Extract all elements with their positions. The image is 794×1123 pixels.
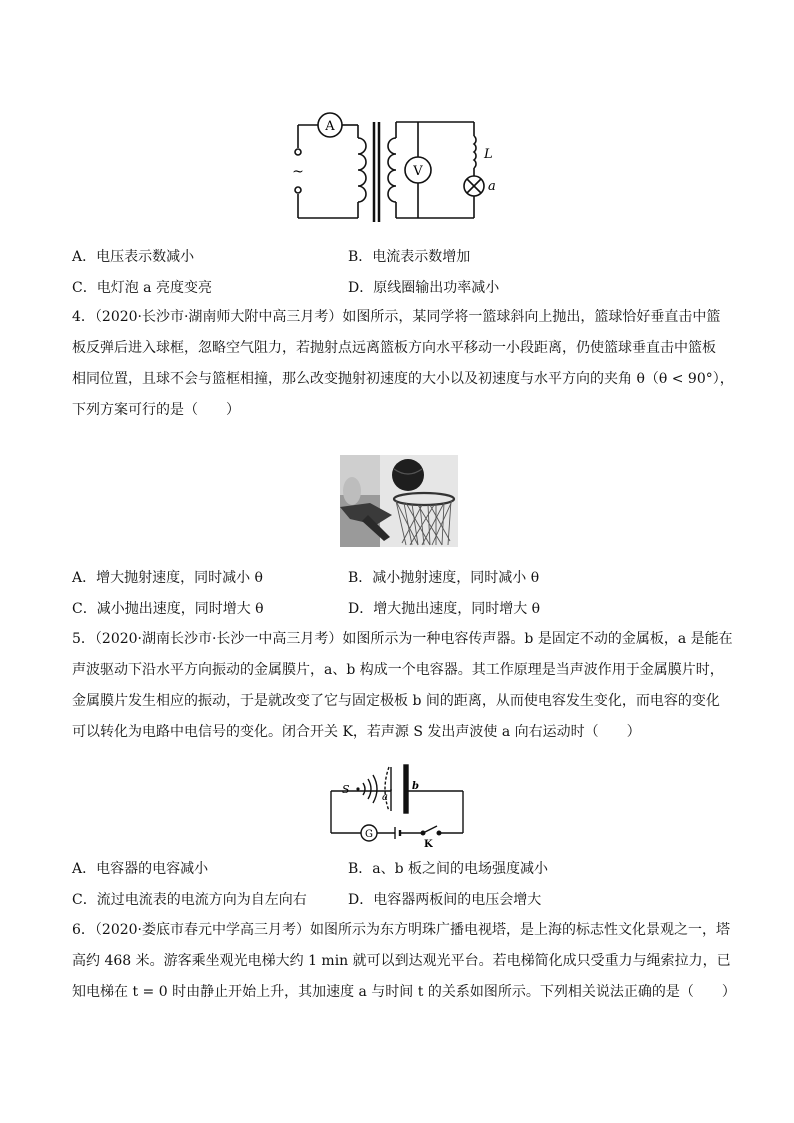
q4-line: 板反弹后进入球框，忽略空气阻力，若抛射点远离篮板方向水平移动一小段距离，仍使篮球垂直击中篮板	[72, 340, 716, 356]
plate-b-label: b	[412, 781, 419, 792]
q5-option-a: A．电容器的电容减小	[72, 861, 209, 877]
ac-source-label: ~	[292, 164, 304, 180]
ammeter-label: A	[325, 119, 335, 134]
q3-option-b: B．电流表示数增加	[348, 249, 471, 265]
inductor-label: L	[484, 147, 493, 162]
source-label: S	[342, 783, 350, 796]
voltmeter-label: V	[413, 164, 423, 179]
q4-question	[72, 302, 734, 426]
q4-option-c: C．减小抛出速度，同时增大 θ	[72, 601, 264, 617]
q3-option-a: A．电压表示数减小	[72, 249, 195, 265]
q4-option-a: A．增大抛射速度，同时减小 θ	[72, 570, 263, 586]
q3-option-c: C．电灯泡 a 亮度变亮	[72, 280, 212, 296]
q6-line: 知电梯在 t = 0 时由静止开始上升，其加速度 a 与时间 t 的关系如图所示。下列相关说法正确的是（ ）	[72, 984, 736, 1000]
q5-line: 金属膜片发生相应的振动，于是就改变了它与固定极板 b 间的距离，从而使电容发生变化，而电容的变化	[72, 693, 720, 709]
q5-option-b: B．a、b 板之间的电场强度减小	[348, 861, 549, 877]
q4-option-b: B．减小抛射速度，同时减小 θ	[348, 570, 540, 586]
q4-line: 下列方案可行的是（ ）	[72, 402, 240, 418]
q4-line: 相同位置，且球不会与篮框相撞，那么改变抛射初速度的大小以及初速度与水平方向的夹角 θ（θ < 90°），	[72, 371, 734, 387]
q5-question	[72, 624, 733, 748]
q5-option-d: D．电容器两板间的电压会增大	[348, 892, 542, 908]
q5-line: 5．（2020·湖南长沙市·长沙一中高三月考）如图所示为一种电容传声器。b 是固定不动的金属板，a 是能在	[72, 631, 733, 647]
q6-line: 高约 468 米。游客乘坐观光电梯大约 1 min 就可以到达观光平台。若电梯简化成只受重力与绳索拉力，已	[72, 953, 731, 969]
plate-a-label: a	[382, 792, 388, 803]
q5-line: 声波驱动下沿水平方向振动的金属膜片，a、b 构成一个电容器。其工作原理是当声波作用于金属膜片时，	[72, 662, 724, 678]
basketball-photo	[340, 455, 458, 547]
q5-line: 可以转化为电路中电信号的变化。闭合开关 K，若声源 S 发出声波使 a 向右运动时（ ）	[72, 724, 641, 740]
capacitor-microphone-figure	[325, 755, 470, 847]
transformer-circuit-figure	[288, 110, 504, 228]
lamp-label: a	[488, 179, 496, 194]
q6-question	[72, 915, 736, 1008]
galvanometer-label: G	[365, 829, 373, 840]
q4-option-d: D．增大抛出速度，同时增大 θ	[348, 601, 541, 617]
q3-option-d: D．原线圈输出功率减小	[348, 280, 500, 296]
q6-line: 6．（2020·娄底市春元中学高三月考）如图所示为东方明珠广播电视塔，是上海的标志性文化景观之一，塔	[72, 922, 730, 938]
q5-option-c: C．流过电流表的电流方向为自左向右	[72, 892, 307, 908]
q4-line: 4．（2020·长沙市·湖南师大附中高三月考）如图所示，某同学将一篮球斜向上抛出，篮球恰好垂直击中篮	[72, 309, 721, 325]
switch-label: K	[424, 839, 433, 847]
